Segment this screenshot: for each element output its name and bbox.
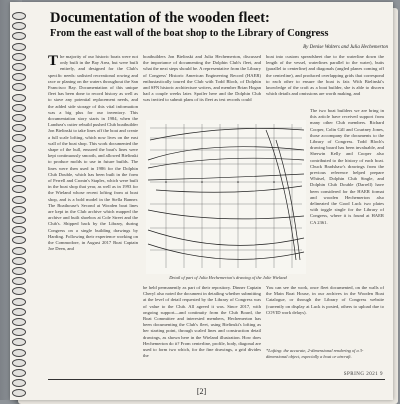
body-column-3: boat into custom spreadsheet due to the waterline down the length of the vessel, waterlines parallel to the water), butts (parallel to centerline) and diagonals (angled planes coming off the centerline), and produced overlapping grids that correspond to each other to ensure the boat is fair. With Bielinski's knowledge of the craft as a boat builder, she is able to discern which details and omissions are worth making, and xyxy=(266,54,384,97)
spiral-ring xyxy=(12,216,26,224)
lofting-footnote: *Lofting: the accurate, 2-dimensional rendering of a 3-dimensional object, especially a boat or aircraft. xyxy=(266,348,364,359)
body-column-2-continued: be held permanently as part of their repository. Dinner Captain Cheryl also noted the document in detailing whether submitting at the level of detail requested by the Library of Congress was of value to the Club. All agreed it was. Since 2017, with ongoing support—and continuity from the Club Board, the Boat Committee and interested members, Hechemerton has been documenting the Club's fleet, using Bielinski's lofting as her starting point, through scaled lines and construction detail drawings, as shown here in the Wieland illustration. How does Hechemerton do it? From centerline, profile, body, diagonal are used to form two which, for the fine drawings, a grid divides the xyxy=(143,285,261,359)
spiral-ring xyxy=(12,369,26,377)
body-text-1: he majority of our historic boats were not only built in the Bay Area, but were built entirely, and designed for the Club's specific needs: unlisted recreational rowing and race or planing on the waters throughout the San Francisco Bay. Documentation of this unique fleet has been done to record history as well as to stave any potential replacement needs, and the added side storage of this vital information was a big plus for our inventory. This documentation story starts in 1984, when the Landsea's cutter rebuild pushed Club boatbuilder Jon Bielinski to take lines off the boat and create a full scale lofting, which now lives on the east wall of the boat shop. This work documented the shape of the hull, ensured the boat's lines were kept continuously smooth, and allowed Bielinski to produce molds to use in future builds. The lines were then used in 1986 for the Dolphin Club Double, which has been built in the form of Ferrell and Cronin's Staples, which were built in the boat shop that year, as well as in 1993 for the Wieland whose recent lofting from at boat shop, and is a bold model in the Stella Banner. The Boathouse's Second at Wooden boat lines are kept in the Club archive which mapped the archive and built shoebox at Cole Street and the Club's. Shipped back by the Library, during Congress on a single building drawings by Harding. Following their experience working on the Commodore, in August 2017 Boat Captain Joe Deen, and xyxy=(48,54,138,252)
spiral-ring xyxy=(12,308,26,316)
spiral-binding xyxy=(12,12,26,398)
spiral-ring xyxy=(12,247,26,255)
spiral-ring xyxy=(12,94,26,102)
spiral-ring xyxy=(12,175,26,183)
spiral-ring xyxy=(12,124,26,132)
body-column-2: boatbuilders Jon Bielinski and Julia Hechemerton, discussed the importance of documenting the Dolphin Club's fleet, and what the next steps should be. A representative from the Library of Congress' Historic American Engineering Record (HAER) enthusiastically toured the Club with Todd Bloch, of Dolphin and SFN historic architecture writers, and member Brian Hogan had a couple weeks later. Spoiler here and the Dolphin Club was invited to submit plans of its fleet as test records could xyxy=(143,54,261,103)
spiral-ring xyxy=(12,104,26,112)
spiral-ring xyxy=(12,43,26,51)
spiral-ring xyxy=(12,349,26,357)
spiral-ring xyxy=(12,379,26,387)
boat-lines-drawing xyxy=(146,120,306,274)
footer-rule xyxy=(48,379,385,380)
spiral-ring xyxy=(12,236,26,244)
issue-and-page: SPRING 2021 9 xyxy=(343,372,383,377)
spiral-ring xyxy=(12,226,26,234)
spiral-ring xyxy=(12,145,26,153)
article-byline: By Denise Walters and Julia Hechemerton xyxy=(303,45,388,50)
spiral-ring xyxy=(12,298,26,306)
drop-cap: T xyxy=(48,54,59,69)
spiral-ring xyxy=(12,165,26,173)
spiral-ring xyxy=(12,287,26,295)
page-number: [2] xyxy=(196,387,207,396)
spiral-ring xyxy=(12,63,26,71)
spiral-ring xyxy=(12,267,26,275)
spiral-ring xyxy=(12,22,26,30)
body-column-3-continued: The two boat builders we are bring in this article have received support from many other Club members. Richard Cooper, Colin Gill and Courtney Jones, those accompany the documents to the Library of Congress. Todd Bloch's drawing board has been invaluable, and Sherwin Kelly and Cooper also contributed to the history of each boat. Chuck Bradshaw's drawings from the previous reference helped prepare Whitsel, Dolphin Club Single, and Dolphin Club Double (Darrell) have been considered for the HAER format and wooden Hechemerton also delineated the Good Luck two plates with toggle single for the Library of Congress, where it is found at HAER CA 2361. xyxy=(310,108,384,225)
boat-lines-illustration xyxy=(146,120,306,274)
spiral-ring xyxy=(12,134,26,142)
spiral-ring xyxy=(12,32,26,40)
drawing-caption: Detail of part of Julia Hechemerton's drawing of the Julie Wieland xyxy=(169,275,287,280)
spiral-ring xyxy=(12,114,26,122)
spiral-ring xyxy=(12,155,26,163)
spiral-ring xyxy=(12,206,26,214)
spiral-ring xyxy=(12,12,26,20)
spiral-ring xyxy=(12,83,26,91)
spiral-ring xyxy=(12,185,26,193)
document-page xyxy=(10,2,393,400)
spiral-ring xyxy=(12,53,26,61)
article-title: Documentation of the wooden fleet: xyxy=(50,10,270,26)
spiral-ring xyxy=(12,359,26,367)
article-subtitle: From the east wall of the boat shop to the Library of Congress xyxy=(50,28,329,39)
body-column-3-end: You can see the work, once fleet documented, on the walls of the Main Boat House, in our archives in the Wooden Boat Catalogue, or through the Library of Congress website (currently on display at Luck is posted, others to upload due to COVID work delays). xyxy=(266,285,384,315)
spiral-ring xyxy=(12,328,26,336)
spiral-ring xyxy=(12,338,26,346)
spiral-ring xyxy=(12,73,26,81)
spiral-ring xyxy=(12,277,26,285)
body-column-1 xyxy=(48,54,138,374)
spiral-ring xyxy=(12,318,26,326)
spiral-ring xyxy=(12,257,26,265)
spiral-ring xyxy=(12,196,26,204)
